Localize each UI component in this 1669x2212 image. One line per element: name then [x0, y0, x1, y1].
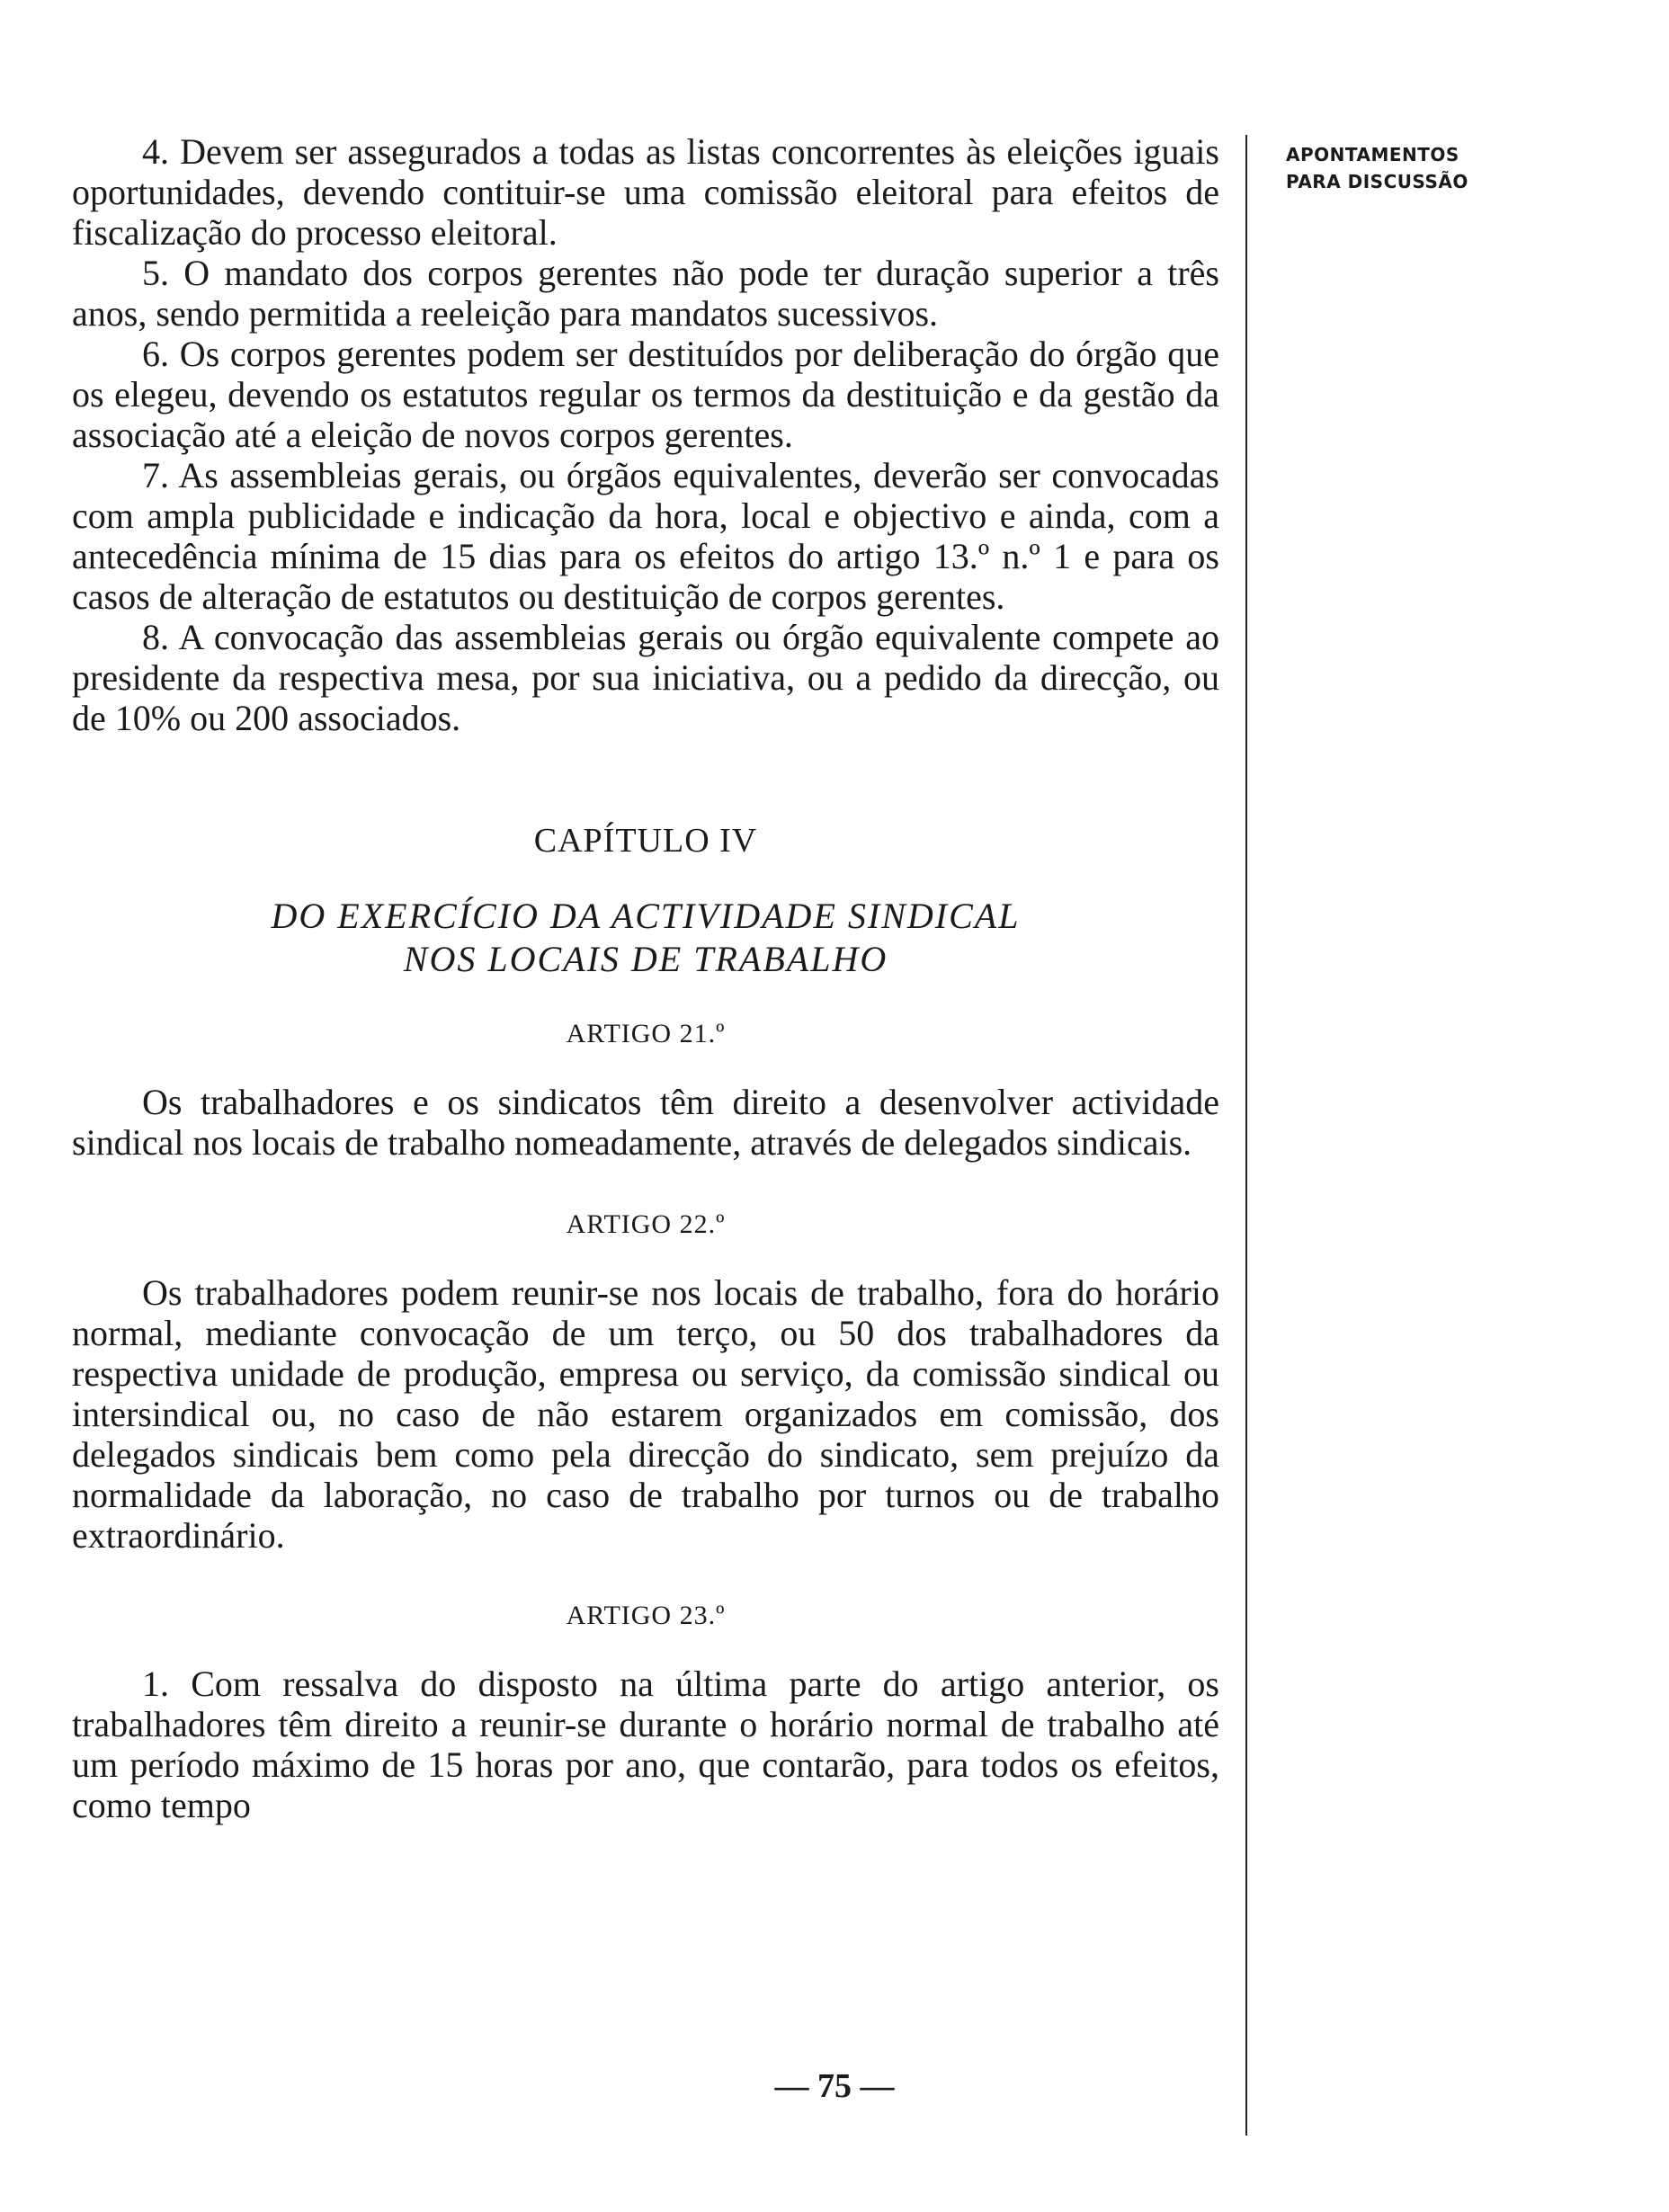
paragraph-item-8: 8. A convocação das assembleias gerais ou órgão equivalente compete ao presidente da respectiva mesa, por sua iniciativa, ou a pedido da direcção, ou de 10% ou 200 associados. [72, 617, 1219, 738]
chapter-title: CAPÍTULO IV [533, 822, 758, 860]
page-number-text: — 75 — [774, 2067, 895, 2105]
article-23-text: 1. Com ressalva do disposto na última parte do artigo anterior, os trabalhadores têm direito a reunir-se durante o horário normal de trabalho até um período máximo de 15 horas por ano, que contarão, para todos os efeitos, como tempo [72, 1663, 1219, 1825]
paragraph-item-5: 5. O mandato dos corpos gerentes não pode ter duração superior a três anos, sendo permitida a reeleição para mandatos sucessivos. [72, 253, 1219, 334]
article-22-title: ARTIGO 22.º [566, 1209, 726, 1239]
chapter-subtitle-line2: NOS LOCAIS DE TRABALHO [403, 939, 888, 979]
margin-rule [1245, 135, 1247, 2136]
page-number [0, 2066, 1669, 2106]
article-21-title: ARTIGO 21.º [566, 1019, 726, 1048]
main-text-column [72, 131, 1219, 1825]
margin-note-line2: PARA DISCUSSÃO [1286, 171, 1468, 192]
article-23-title: ARTIGO 23.º [566, 1601, 726, 1630]
margin-note [1286, 141, 1556, 195]
paragraph-item-4: 4. Devem ser assegurados a todas as listas concorrentes às eleições iguais oportunidades, devendo contituir-se uma comissão eleitoral para efeitos de fiscalização do processo eleitoral. [72, 131, 1219, 253]
article-21-text: Os trabalhadores e os sindicatos têm direito a desenvolver actividade sindical nos locais de trabalho nomeadamente, através de delegados sindicais. [72, 1082, 1219, 1163]
article-22-text: Os trabalhadores podem reunir-se nos locais de trabalho, fora do horário normal, mediante convocação de um terço, ou 50 dos trabalhadores da respectiva unidade de produção, empresa ou serviço, da comissão sindical ou intersindical ou, no caso de não estarem organizados em comissão, dos delegados sindicais bem como pela direcção do sindicato, sem prejuízo da normalidade da laboração, no caso de trabalho por turnos ou de trabalho extraordinário. [72, 1272, 1219, 1556]
margin-note-line1: APONTAMENTOS [1286, 144, 1459, 165]
chapter-subtitle-line1: DO EXERCÍCIO DA ACTIVIDADE SINDICAL [271, 896, 1021, 936]
paragraph-item-7: 7. As assembleias gerais, ou órgãos equivalentes, deverão ser convocadas com ampla publicidade e indicação da hora, local e objectivo e ainda, com a antecedência mínima de 15 dias para os efeitos do artigo 13.º n.º 1 e para os casos de alteração de estatutos ou destituição de corpos gerentes. [72, 455, 1219, 617]
paragraph-item-6: 6. Os corpos gerentes podem ser destituídos por deliberação do órgão que os elegeu, devendo os estatutos regular os termos da destituição e da gestão da associação até a eleição de novos corpos gerentes. [72, 334, 1219, 455]
